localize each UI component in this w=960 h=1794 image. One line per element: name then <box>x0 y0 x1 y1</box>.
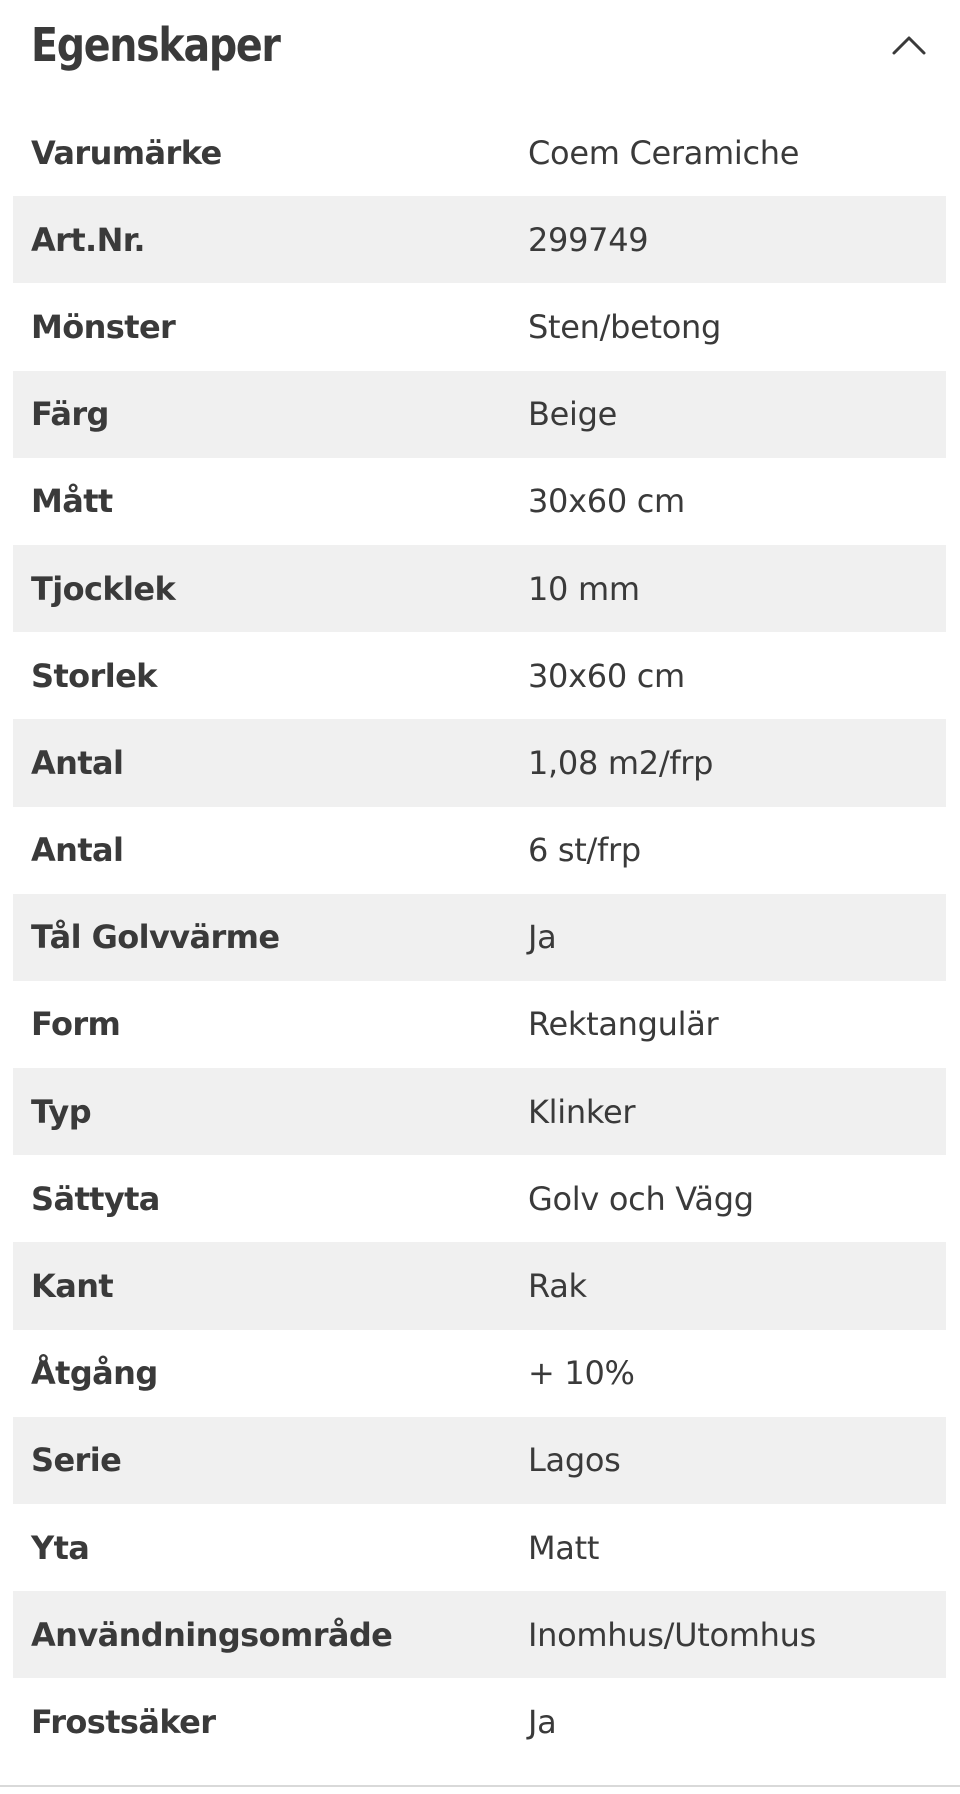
property-value: Golv och Vägg <box>528 1179 754 1218</box>
property-row <box>13 1330 946 1417</box>
property-value: Matt <box>528 1528 600 1567</box>
property-value: 30x60 cm <box>528 656 685 695</box>
property-label: Användningsområde <box>31 1615 393 1654</box>
property-label: Art.Nr. <box>31 220 145 259</box>
property-row <box>13 807 946 894</box>
property-row <box>13 1504 946 1591</box>
property-value: Sten/betong <box>528 307 722 346</box>
property-label: Tjocklek <box>31 569 176 608</box>
property-value: Inomhus/Utomhus <box>528 1615 816 1654</box>
property-value: Klinker <box>528 1092 636 1131</box>
property-value: 10 mm <box>528 569 640 608</box>
property-label: Form <box>31 1005 121 1044</box>
property-label: Mått <box>31 482 113 521</box>
property-value: Ja <box>528 918 557 957</box>
property-value: Rektangulär <box>528 1005 719 1044</box>
property-value: + 10% <box>528 1354 635 1393</box>
property-label: Varumärke <box>31 133 222 172</box>
property-value: 1,08 m2/frp <box>528 743 714 782</box>
section-title: Egenskaper <box>31 18 280 72</box>
chevron-up-icon <box>886 26 932 66</box>
property-value: 299749 <box>528 220 649 259</box>
property-label: Yta <box>31 1528 90 1567</box>
property-value: Ja <box>528 1702 557 1741</box>
property-label: Mönster <box>31 307 176 346</box>
property-value: 30x60 cm <box>528 482 685 521</box>
properties-table <box>13 109 946 1766</box>
property-value: 6 st/frp <box>528 831 641 870</box>
property-row <box>13 1068 946 1155</box>
properties-section-header[interactable] <box>0 0 960 96</box>
property-value: Beige <box>528 395 618 434</box>
property-row <box>13 719 946 806</box>
property-row <box>13 1591 946 1678</box>
property-row <box>13 458 946 545</box>
property-label: Typ <box>31 1092 91 1131</box>
property-row <box>13 1155 946 1242</box>
property-row <box>13 1417 946 1504</box>
property-row <box>13 371 946 458</box>
section-divider <box>0 1785 960 1787</box>
property-row <box>13 1242 946 1329</box>
property-row <box>13 545 946 632</box>
property-value: Rak <box>528 1267 587 1306</box>
property-label: Storlek <box>31 656 157 695</box>
property-label: Sättyta <box>31 1179 160 1218</box>
property-label: Antal <box>31 831 124 870</box>
property-row <box>13 632 946 719</box>
property-value: Lagos <box>528 1441 621 1480</box>
property-label: Kant <box>31 1267 114 1306</box>
property-label: Antal <box>31 743 124 782</box>
property-value: Coem Ceramiche <box>528 133 800 172</box>
property-row <box>13 894 946 981</box>
property-row <box>13 196 946 283</box>
property-label: Frostsäker <box>31 1702 216 1741</box>
property-row <box>13 109 946 196</box>
property-label: Serie <box>31 1441 122 1480</box>
property-row <box>13 981 946 1068</box>
collapse-button[interactable] <box>886 26 932 66</box>
property-row <box>13 283 946 370</box>
property-row <box>13 1678 946 1765</box>
property-label: Tål Golvvärme <box>31 918 280 957</box>
property-label: Åtgång <box>31 1354 158 1393</box>
property-label: Färg <box>31 395 109 434</box>
